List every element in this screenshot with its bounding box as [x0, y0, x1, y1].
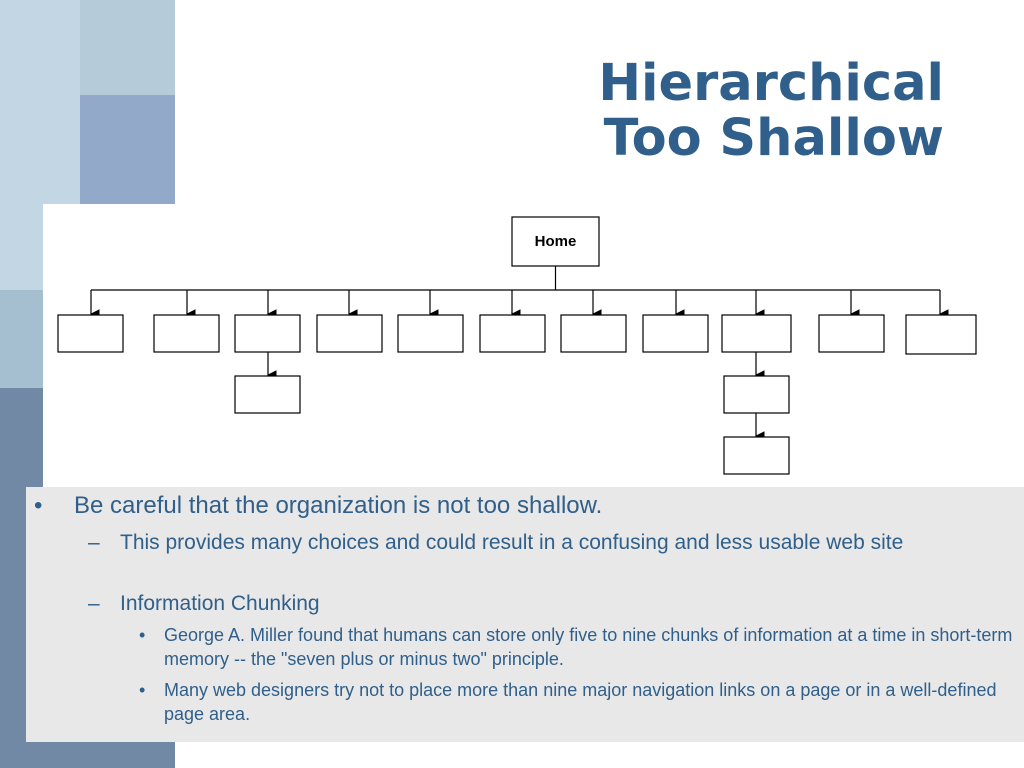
child-node	[643, 315, 708, 352]
decor-block	[80, 95, 175, 205]
bullet-panel	[26, 487, 1024, 742]
child-node	[906, 315, 976, 354]
slide-title	[598, 56, 944, 166]
child-node	[317, 315, 382, 352]
hierarchy-diagram	[43, 204, 1000, 494]
child-node	[398, 315, 463, 352]
sub-bullet-item	[88, 591, 988, 617]
dash-marker: –	[88, 531, 100, 554]
bullet-item	[34, 492, 994, 520]
child-node-group	[58, 290, 976, 354]
grandchild-node	[724, 376, 789, 413]
great-grandchild-node	[724, 437, 789, 474]
sub-bullet-text: Information Chunking	[120, 592, 320, 615]
root-node-label: Home	[534, 233, 577, 250]
child-node	[154, 315, 219, 352]
sub-bullet-text: This provides many choices and could result in a confusing and less usable web site	[120, 531, 904, 554]
child-node	[58, 315, 123, 352]
bullet-text: Be careful that the organization is not too shallow.	[74, 492, 603, 519]
sub-sub-bullet-item	[139, 678, 1014, 726]
child-node	[819, 315, 884, 352]
grandchild-node	[235, 376, 300, 413]
sub-bullet-item	[88, 530, 988, 556]
slide-title-line1: Hierarchical	[598, 54, 944, 113]
child-node	[480, 315, 545, 352]
decor-block	[80, 0, 175, 95]
sub-sub-bullet-text: Many web designers try not to place more than nine major navigation links on a page or in a well-defined page area.	[164, 680, 997, 724]
sub-sub-bullet-item	[139, 623, 1014, 671]
slide-title-line2: Too Shallow	[603, 109, 944, 168]
child-node	[561, 315, 626, 352]
child-node	[235, 315, 300, 352]
bullet-marker: •	[139, 625, 146, 645]
child-node	[722, 315, 791, 352]
hierarchy-diagram-svg	[43, 204, 1000, 494]
bullet-marker: •	[139, 680, 146, 700]
sub-sub-bullet-text: George A. Miller found that humans can store only five to nine chunks of information at a time in short-term memory -- the "seven plus or minus two" principle.	[164, 625, 1013, 669]
bullet-marker: •	[34, 492, 43, 519]
dash-marker: –	[88, 592, 100, 615]
